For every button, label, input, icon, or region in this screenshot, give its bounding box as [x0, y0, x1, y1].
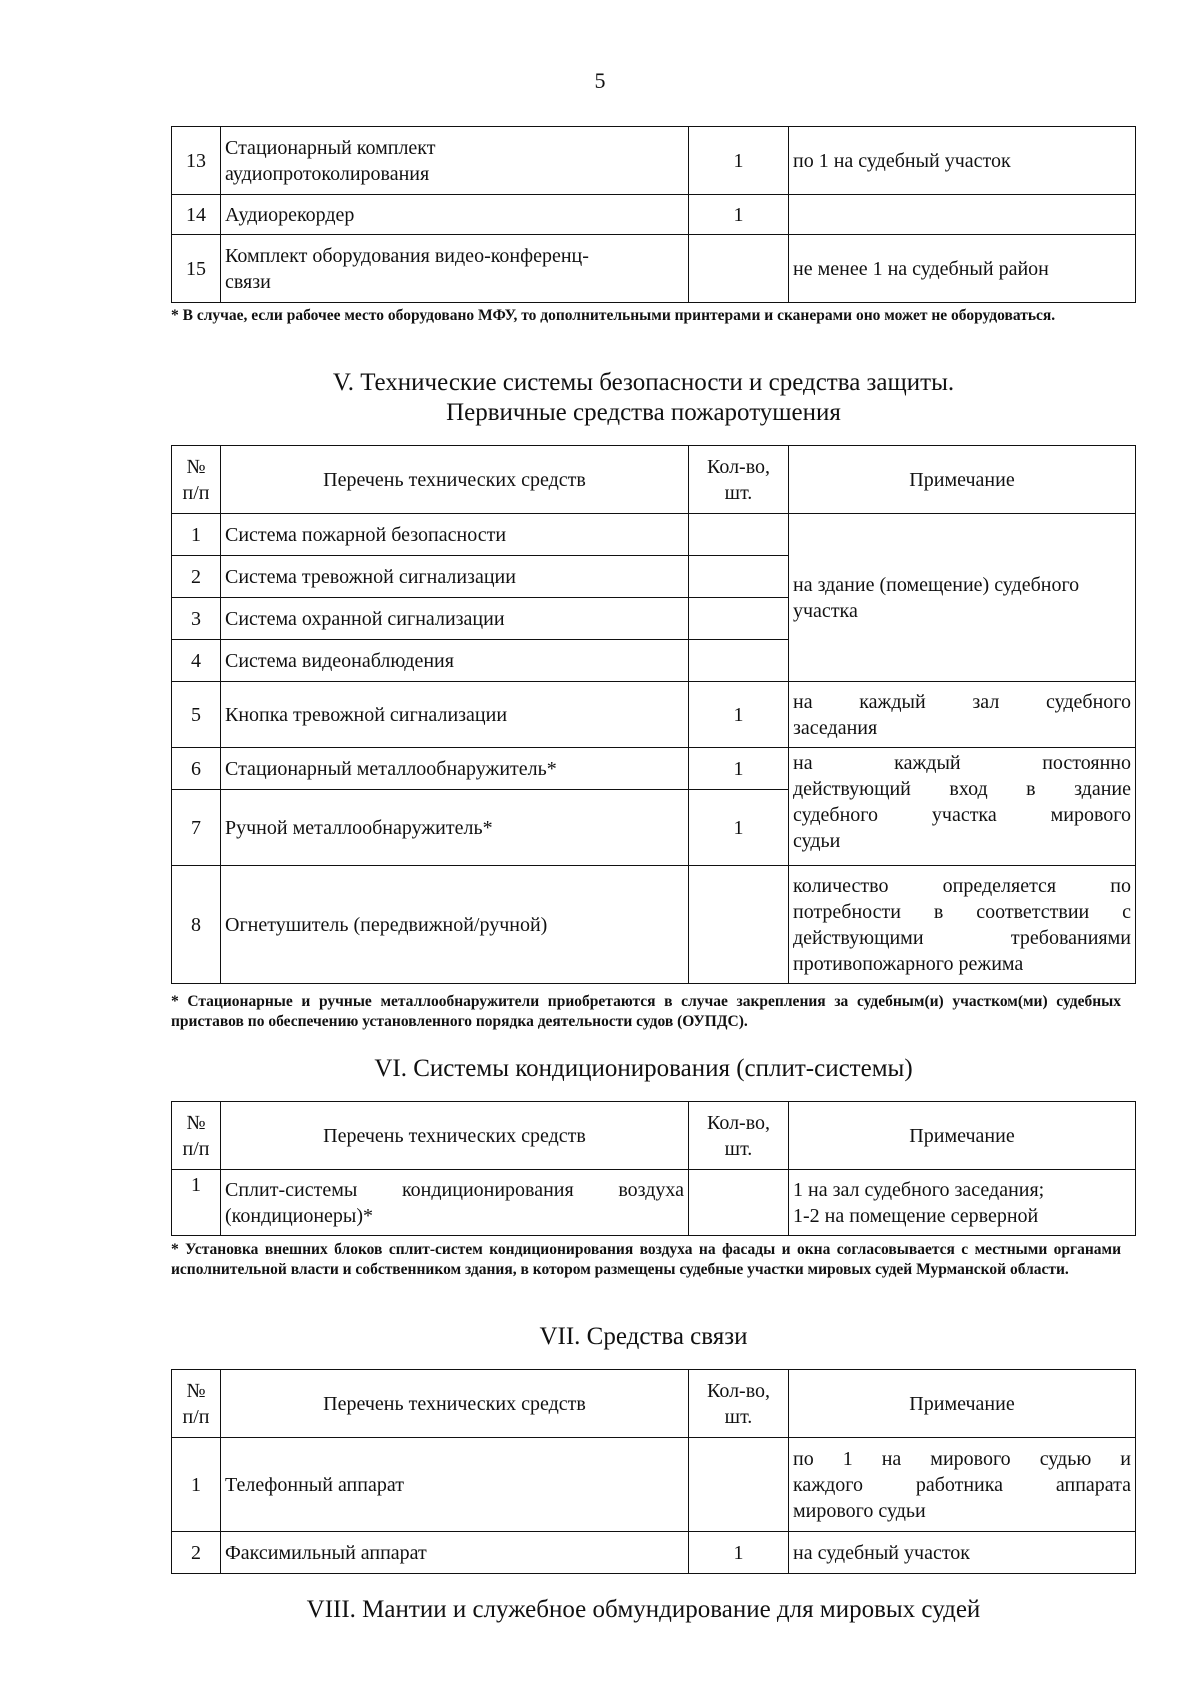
row-number: 15	[172, 235, 221, 303]
row-qty	[689, 866, 789, 984]
row-name: Ручной металлообнаружитель*	[221, 790, 689, 866]
header-note: Примечание	[789, 446, 1136, 514]
row-number: 4	[172, 640, 221, 682]
row-qty	[689, 598, 789, 640]
table-row	[172, 866, 1136, 984]
row-note: по 1 на судебный участок	[789, 127, 1136, 195]
row-name: Аудиорекордер	[221, 195, 689, 235]
row-name: Телефонный аппарат	[221, 1438, 689, 1532]
table-row	[172, 195, 1136, 235]
row-note	[789, 1438, 1136, 1532]
header-qty-line: Кол-во,	[706, 455, 771, 478]
row-qty: 1	[689, 790, 789, 866]
header-num-line: п/п	[182, 481, 210, 504]
row-note	[789, 195, 1136, 235]
page-number: 5	[594, 68, 606, 93]
table-row	[172, 682, 1136, 748]
row-name: Система пожарной безопасности	[221, 514, 689, 556]
header-num-line: №	[186, 455, 206, 478]
row-name-line: связи	[225, 270, 271, 293]
row-name-line: Стационарный комплект	[225, 136, 436, 159]
row-number: 14	[172, 195, 221, 235]
row-qty	[689, 1170, 789, 1236]
footnote-split-systems: * Установка внешних блоков сплит-систем кондиционирования воздуха на фасады и окна согласовывается с местными органами исполнительной власти и собственником здания, в котором размещены судебные участки мировых судей Мурманской области.	[171, 1241, 1121, 1278]
header-qty	[689, 446, 789, 514]
row-name	[221, 127, 689, 195]
security-systems-table	[171, 445, 1136, 984]
row-number: 1	[172, 514, 221, 556]
row-qty	[689, 1438, 789, 1532]
row-number: 5	[172, 682, 221, 748]
row-note: на судебный участок	[789, 1532, 1136, 1574]
header-qty-line: шт.	[724, 1137, 753, 1160]
header-num	[172, 1370, 221, 1438]
section-7-title: VII. Средства связи	[539, 1323, 748, 1350]
header-name: Перечень технических средств	[221, 446, 689, 514]
row-note-line: 1 на зал судебного заседания;	[793, 1178, 1045, 1201]
row-name-line: Комплект оборудования видео-конференц-	[225, 244, 589, 267]
row-name	[221, 235, 689, 303]
row-note	[789, 682, 1136, 748]
row-name: Огнетушитель (передвижной/ручной)	[221, 866, 689, 984]
equipment-table-continuation	[171, 126, 1136, 303]
section-5-title-line-1: V. Технические системы безопасности и средства защиты.	[332, 369, 955, 396]
row-note-line: противопожарного режима	[793, 952, 1024, 975]
header-num-line: п/п	[182, 1405, 210, 1428]
footnote-metal-detectors: * Стационарные и ручные металлообнаружители приобретаются в случае закрепления за судебным(и) участком(ми) судебных приставов по обеспечению установленного порядка деятельности судов (ОУПДС).	[171, 993, 1121, 1030]
table-header	[172, 1102, 1136, 1170]
section-6-title: VI. Системы кондиционирования (сплит-системы)	[374, 1055, 913, 1082]
row-note-line: по 1 на мирового судью и	[793, 1447, 1131, 1470]
row-name: Система тревожной сигнализации	[221, 556, 689, 598]
header-note: Примечание	[789, 1102, 1136, 1170]
row-number: 7	[172, 790, 221, 866]
header-num-line: №	[186, 1111, 206, 1134]
row-number: 1	[172, 1438, 221, 1532]
row-note-line: судебного участка мирового	[793, 804, 1131, 826]
row-name-line: аудиопротоколирования	[225, 162, 430, 185]
row-qty	[689, 556, 789, 598]
row-note-line: на здание (помещение) судебного	[793, 573, 1080, 596]
row-name: Система охранной сигнализации	[221, 598, 689, 640]
row-qty	[689, 235, 789, 303]
row-note-line: 1-2 на помещение серверной	[793, 1204, 1039, 1227]
row-name: Кнопка тревожной сигнализации	[221, 682, 689, 748]
table-row	[172, 127, 1136, 195]
row-name-line: Сплит-системы кондиционирования воздуха	[225, 1178, 684, 1201]
table-row	[172, 1170, 1136, 1236]
row-note: не менее 1 на судебный район	[789, 235, 1136, 303]
header-qty-line: Кол-во,	[706, 1111, 771, 1134]
row-name	[221, 1170, 689, 1236]
table-header	[172, 446, 1136, 514]
air-conditioning-table	[171, 1101, 1136, 1236]
header-num	[172, 1102, 221, 1170]
row-note-line: мирового судьи	[793, 1499, 926, 1522]
row-note-line: участка	[793, 599, 858, 622]
header-qty	[689, 1102, 789, 1170]
header-qty	[689, 1370, 789, 1438]
table-header	[172, 1370, 1136, 1438]
row-note-line: на каждый постоянно	[793, 752, 1131, 774]
section-5-title-line-2: Первичные средства пожаротушения	[446, 399, 841, 426]
row-note-entrance	[789, 748, 1136, 866]
header-name: Перечень технических средств	[221, 1370, 689, 1438]
row-note	[789, 1170, 1136, 1236]
row-number: 6	[172, 748, 221, 790]
row-number: 2	[172, 556, 221, 598]
header-num-line: №	[186, 1379, 206, 1402]
header-qty-line: Кол-во,	[706, 1379, 771, 1402]
row-note-line: судьи	[793, 830, 841, 852]
header-qty-line: шт.	[724, 1405, 753, 1428]
row-number: 1	[172, 1170, 221, 1236]
row-note-line: потребности в соответствии с	[793, 900, 1131, 923]
row-note-line: каждого работника аппарата	[793, 1473, 1131, 1496]
row-qty: 1	[689, 1532, 789, 1574]
row-note-line: действующий вход в здание	[793, 778, 1131, 800]
table-row	[172, 514, 1136, 556]
header-num-line: п/п	[182, 1137, 210, 1160]
row-number: 8	[172, 866, 221, 984]
section-8-title: VIII. Мантии и служебное обмундирование для мировых судей	[306, 1596, 981, 1623]
row-name: Стационарный металлообнаружитель*	[221, 748, 689, 790]
row-qty: 1	[689, 195, 789, 235]
header-name: Перечень технических средств	[221, 1102, 689, 1170]
row-name: Система видеонаблюдения	[221, 640, 689, 682]
header-qty-line: шт.	[724, 481, 753, 504]
row-note-building	[789, 514, 1136, 682]
row-note-line: заседания	[793, 716, 878, 739]
row-qty: 1	[689, 682, 789, 748]
table-row	[172, 1532, 1136, 1574]
communication-table	[171, 1369, 1136, 1574]
header-note: Примечание	[789, 1370, 1136, 1438]
row-qty	[689, 514, 789, 556]
footnote-mfu: * В случае, если рабочее место оборудовано МФУ, то дополнительными принтерами и сканерами оно может не оборудоваться.	[171, 307, 1056, 324]
header-num	[172, 446, 221, 514]
table-row	[172, 748, 1136, 790]
row-note-line: количество определяется по	[793, 874, 1131, 897]
table-row	[172, 1438, 1136, 1532]
row-name-line: (кондиционеры)*	[225, 1204, 374, 1227]
row-name: Факсимильный аппарат	[221, 1532, 689, 1574]
row-note	[789, 866, 1136, 984]
table-row	[172, 235, 1136, 303]
row-qty: 1	[689, 748, 789, 790]
row-number: 13	[172, 127, 221, 195]
row-note-line: на каждый зал судебного	[793, 690, 1131, 713]
row-note-line: действующими требованиями	[793, 926, 1131, 949]
row-number: 2	[172, 1532, 221, 1574]
row-qty	[689, 640, 789, 682]
row-number: 3	[172, 598, 221, 640]
row-qty: 1	[689, 127, 789, 195]
